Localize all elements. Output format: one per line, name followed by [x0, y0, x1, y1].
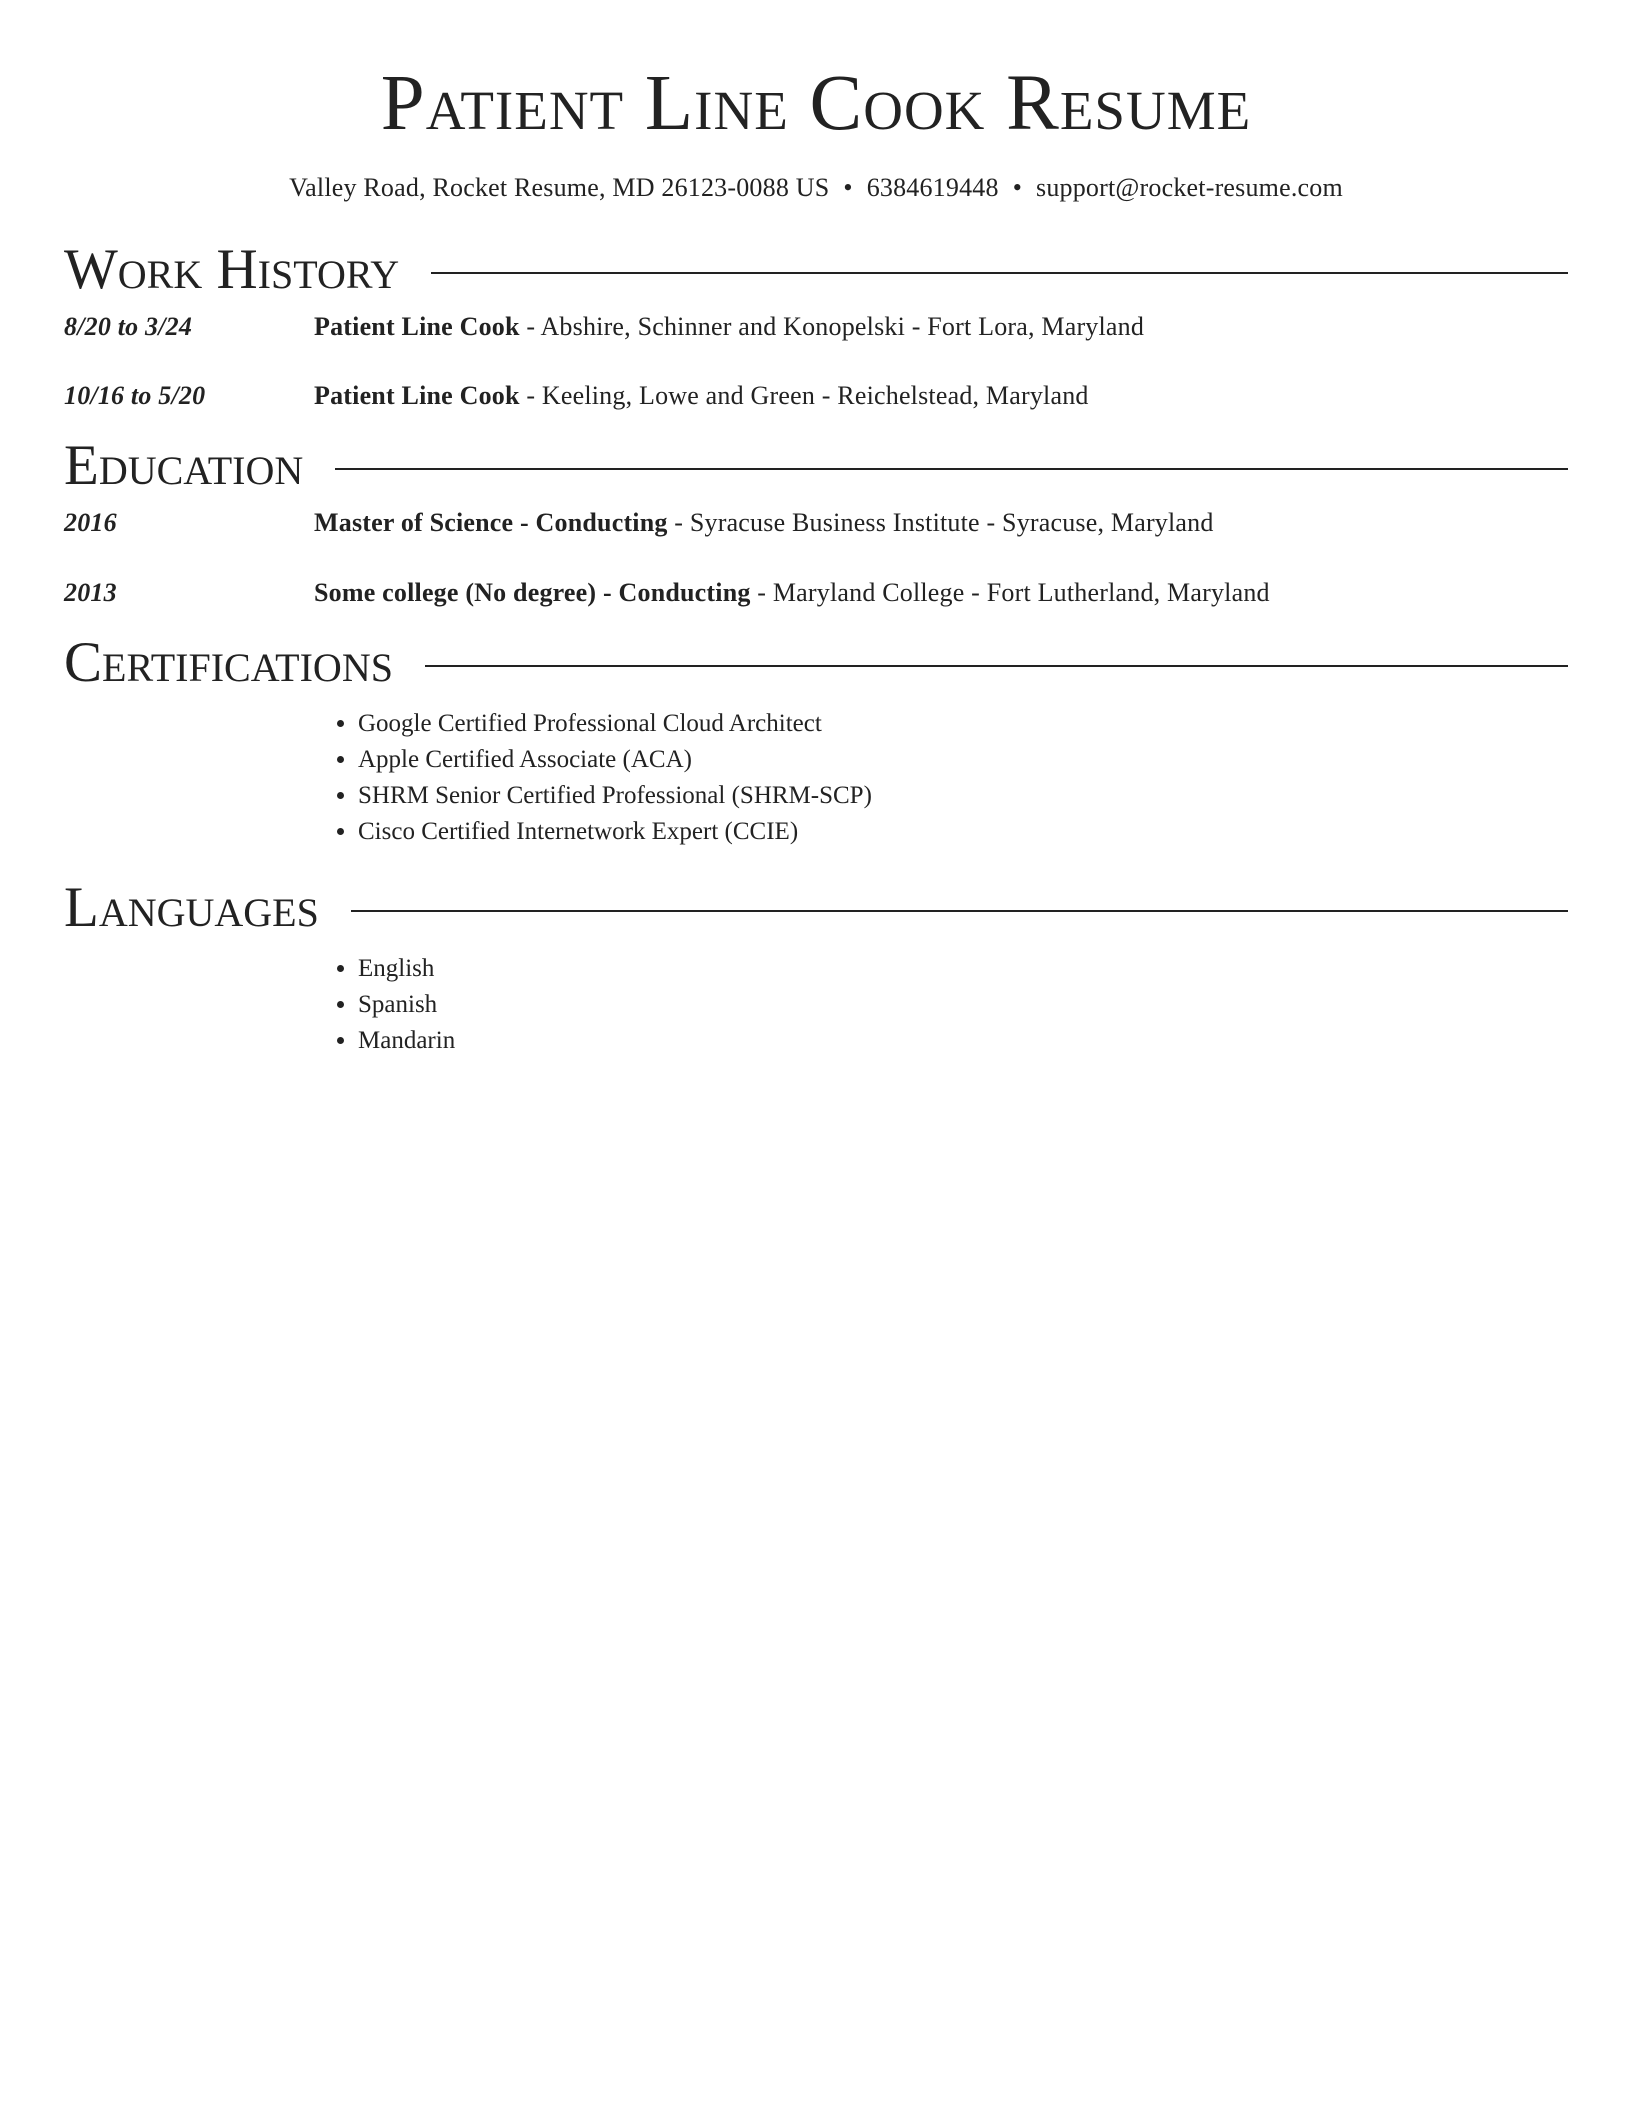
resume-title: Patient Line Cook Resume	[380, 60, 1252, 147]
school-location: - Maryland College - Fort Lutherland, Maryland	[750, 578, 1270, 607]
list-item: • Mandarin	[358, 1023, 1568, 1059]
school-location: - Syracuse Business Institute - Syracuse, Maryland	[667, 508, 1214, 537]
list-item: • SHRM Senior Certified Professional (SHRM-SCP)	[358, 778, 1568, 814]
education-entry	[64, 577, 1568, 609]
section-divider	[425, 665, 1568, 667]
list-item: • Google Certified Professional Cloud Architect	[358, 706, 1568, 742]
phone: 6384619448	[866, 173, 999, 202]
education-year: 2016	[64, 508, 117, 537]
education-heading: Education	[64, 434, 304, 497]
list-item: • Cisco Certified Internetwork Expert (CCIE)	[358, 814, 1568, 850]
work-detail	[314, 380, 1089, 412]
certifications-heading: Certifications	[64, 631, 393, 694]
work-date: 10/16 to 5/20	[64, 381, 206, 410]
work-entry	[64, 380, 1568, 412]
resume-page	[64, 0, 1568, 1059]
degree: Master of Science - Conducting	[314, 508, 668, 537]
languages-heading: Languages	[64, 876, 319, 939]
languages-list	[64, 951, 1568, 1059]
work-entry	[64, 311, 1568, 343]
list-item: • Spanish	[358, 987, 1568, 1023]
list-item: • English	[358, 951, 1568, 987]
education-detail	[314, 507, 1214, 539]
employer-location: - Abshire, Schinner and Konopelski - Fort Lora, Maryland	[519, 312, 1145, 341]
separator-dot: •	[843, 173, 853, 202]
work-detail	[314, 311, 1144, 343]
work-date: 8/20 to 3/24	[64, 312, 193, 341]
degree: Some college (No degree) - Conducting	[314, 578, 751, 607]
section-divider	[431, 272, 1568, 274]
work-history-heading: Work History	[64, 238, 400, 301]
job-title: Patient Line Cook	[314, 312, 520, 341]
email: support@rocket-resume.com	[1036, 173, 1343, 202]
certifications-section-header	[64, 628, 1568, 698]
address: Valley Road, Rocket Resume, MD 26123-0088 US	[289, 173, 830, 202]
section-divider	[335, 468, 1568, 470]
education-year: 2013	[64, 578, 117, 607]
education-detail	[314, 577, 1270, 609]
certifications-list	[64, 706, 1568, 850]
job-title: Patient Line Cook	[314, 381, 520, 410]
employer-location: - Keeling, Lowe and Green - Reichelstead, Maryland	[519, 381, 1089, 410]
education-entry	[64, 507, 1568, 539]
work-history-section-header	[64, 235, 1568, 305]
separator-dot: •	[1012, 173, 1022, 202]
contact-line	[64, 172, 1568, 204]
languages-section-header	[64, 873, 1568, 943]
education-section-header	[64, 431, 1568, 501]
list-item: • Apple Certified Associate (ACA)	[358, 742, 1568, 778]
section-divider	[351, 910, 1568, 912]
